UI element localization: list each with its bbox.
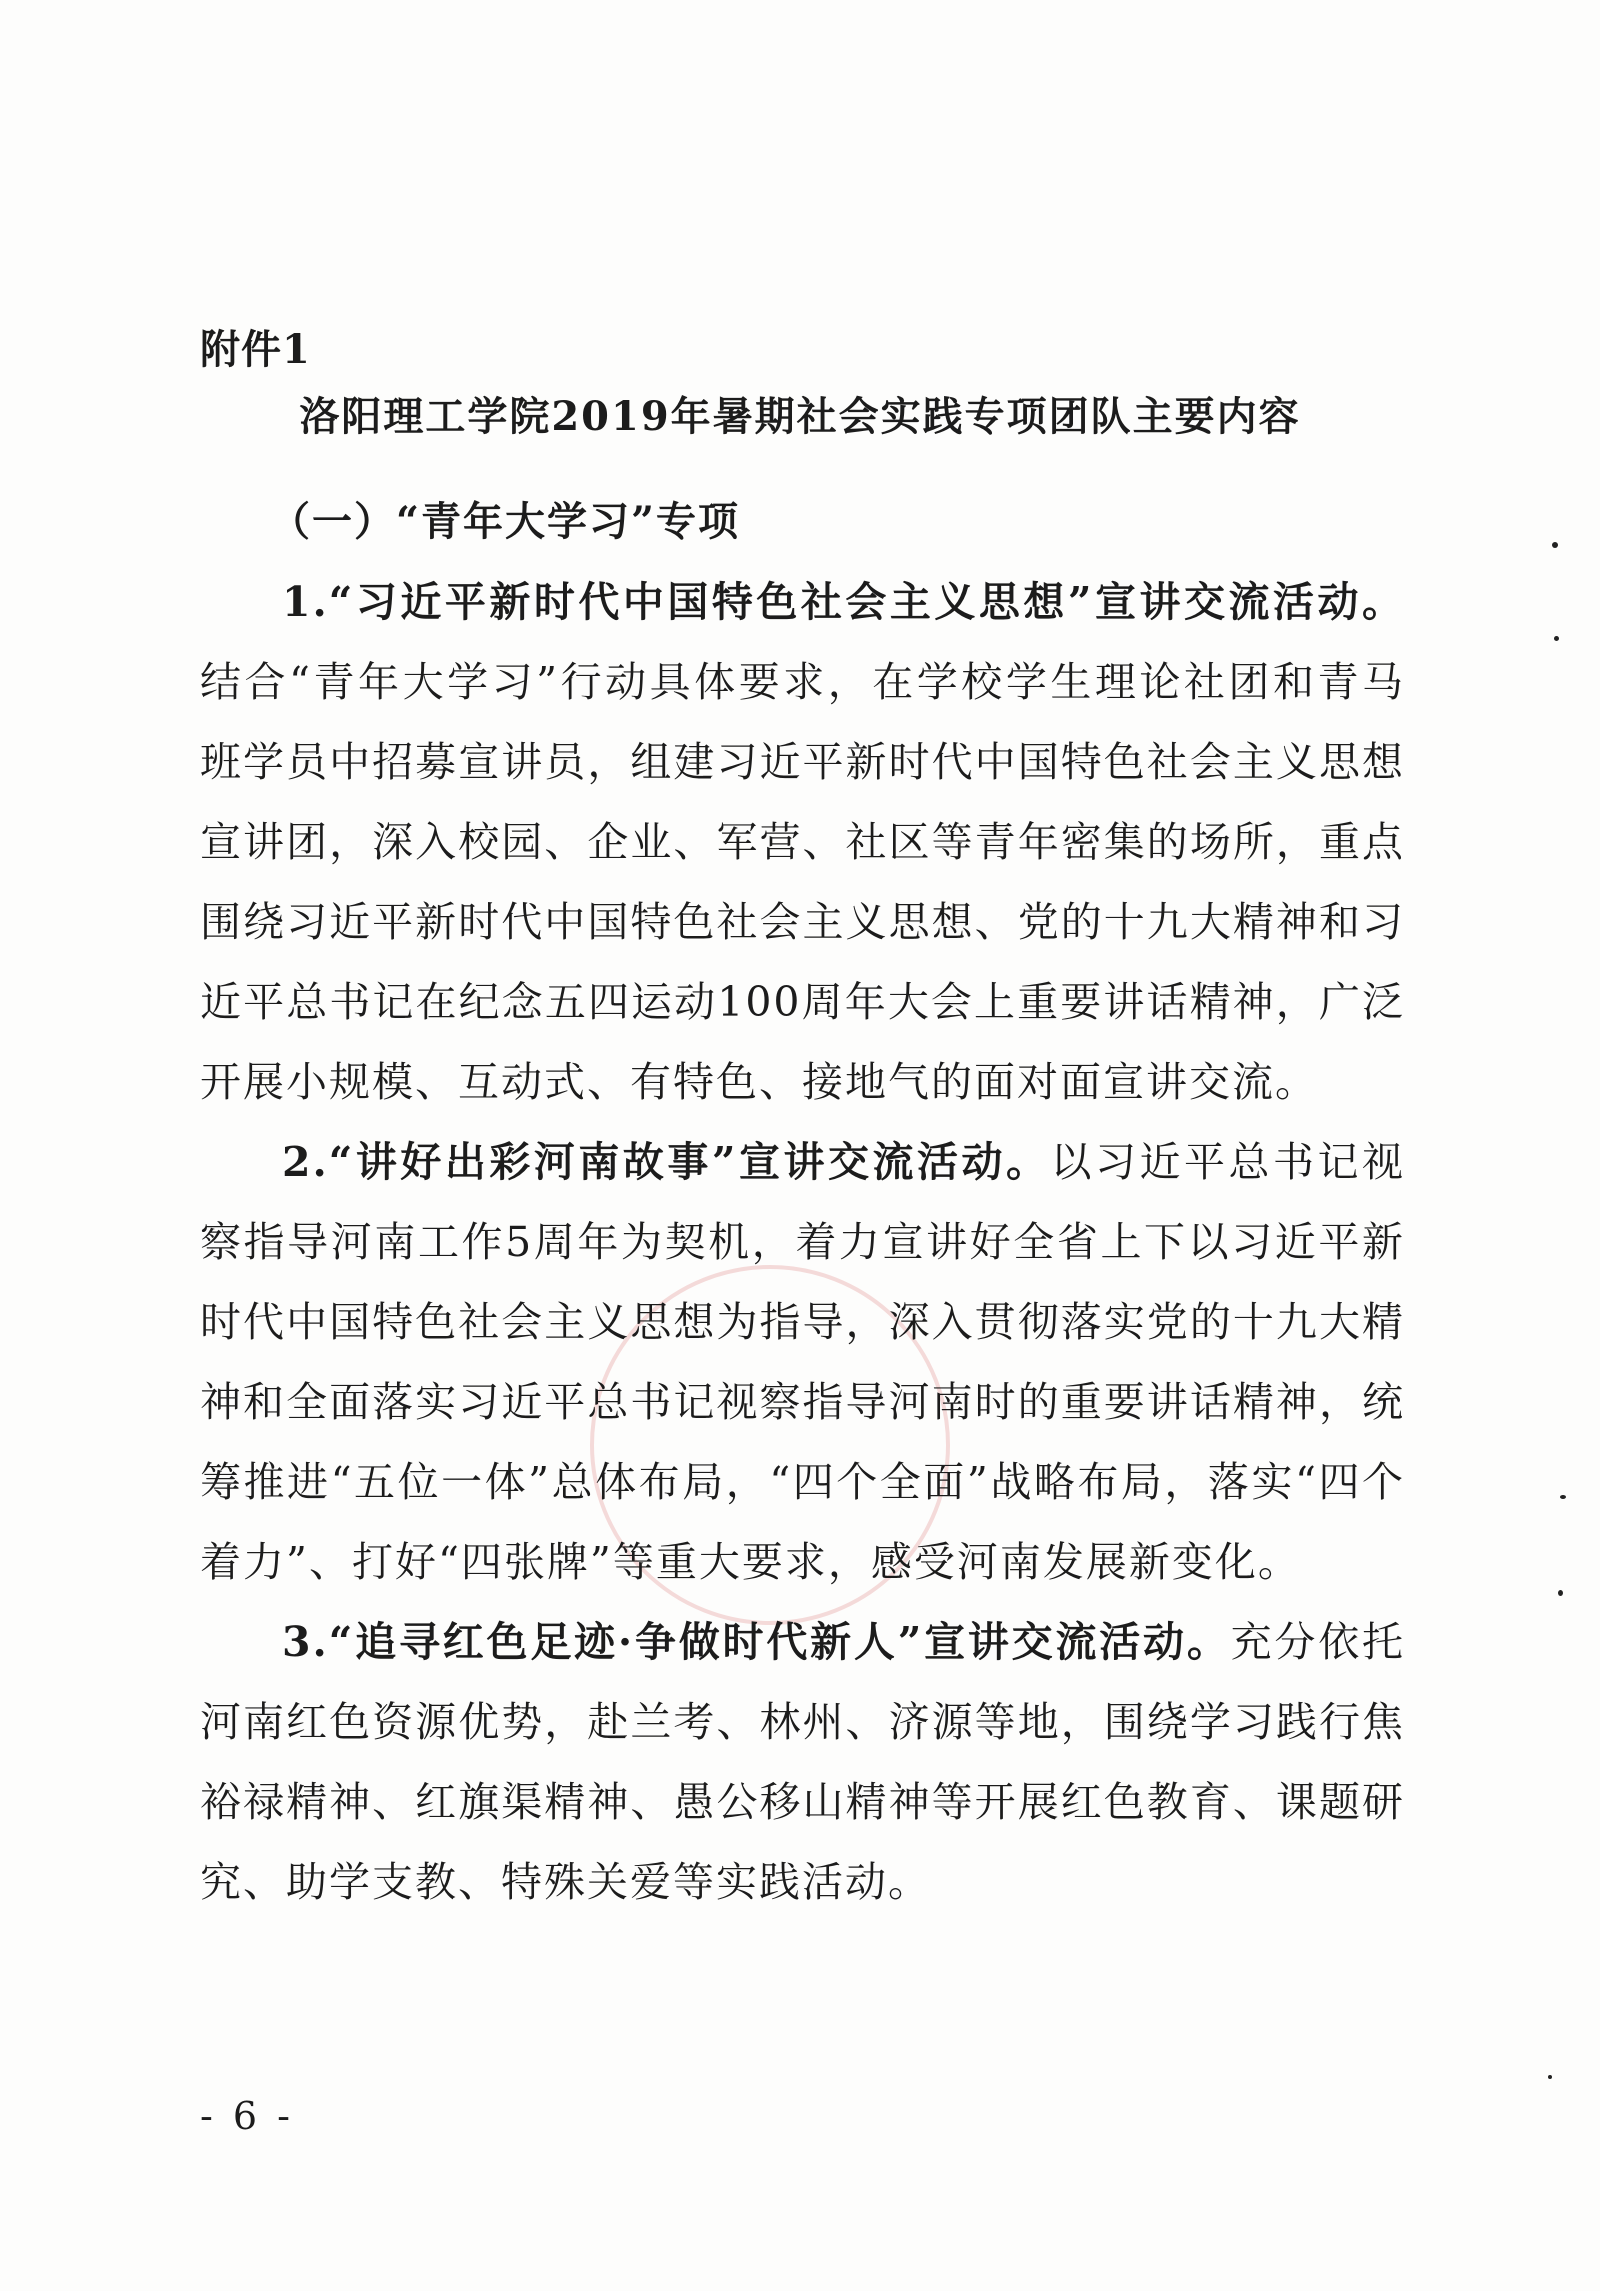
paragraph-3 [200,1602,1405,1922]
paragraph-1 [200,562,1405,1122]
paragraph-1-lead: 1.“习近平新时代中国特色社会主义思想”宣讲交流活动。 [282,578,1405,626]
scan-speck [1558,1590,1563,1596]
section-heading: （一）“青年大学习”专项 [270,498,741,545]
paragraph-2 [200,1122,1405,1602]
paragraph-2-text: 以习近平总书记视察指导河南工作5周年为契机，着力宣讲好全省上下以习近平新时代中国特色社会主义思想为指导，深入贯彻落实党的十九大精神和全面落实习近平总书记视察指导河南时的重要讲话精神，统筹推进“五位一体”总体布局，“四个全面”战略布局，落实“四个着力”、打好“四张牌”等重大要求，感受河南发展新变化。 [200,1138,1406,1586]
scan-speck [1552,542,1558,548]
attachment-label: 附件1 [200,326,311,373]
body-text [200,562,1405,1922]
paragraph-2-lead: 2.“讲好出彩河南故事”宣讲交流活动。 [282,1138,1051,1186]
document-title: 洛阳理工学院2019年暑期社会实践专项团队主要内容 [299,393,1301,440]
scan-speck [1554,636,1559,641]
paragraph-3-text: 充分依托河南红色资源优势，赴兰考、林州、济源等地，围绕学习践行焦裕禄精神、红旗渠精神、愚公移山精神等开展红色教育、课题研究、助学支教、特殊关爱等实践活动。 [200,1618,1405,1906]
page-number: - 6 - [200,2094,295,2138]
paragraph-3-lead: 3.“追寻红色足迹·争做时代新人”宣讲交流活动。 [282,1618,1231,1666]
paragraph-1-text: 结合“青年大学习”行动具体要求，在学校学生理论社团和青马班学员中招募宣讲员，组建习近平新时代中国特色社会主义思想宣讲团，深入校园、企业、军营、社区等青年密集的场所，重点围绕习近平新时代中国特色社会主义思想、党的十九大精神和习近平总书记在纪念五四运动100周年大会上重要讲话精神，广泛开展小规模、互动式、有特色、接地气的面对面宣讲交流。 [200,658,1405,1106]
scan-speck [1548,2075,1552,2079]
scan-speck [1560,1495,1566,1499]
